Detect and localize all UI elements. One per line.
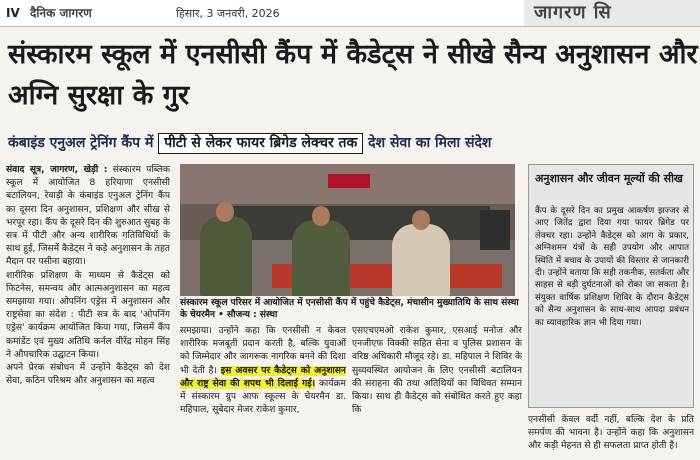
photo-screen (480, 210, 510, 250)
page-marker: IV (6, 6, 20, 20)
brand-logo: जागरण सि (524, 0, 700, 26)
subhead-before: कंबाइंड एनुअल ट्रेनिंग कैंप में (8, 135, 154, 151)
photo-chairman (392, 224, 450, 296)
masthead-left (6, 4, 92, 21)
article-column-1 (6, 164, 170, 458)
subhead-boxed: पीटी से लेकर फायर ब्रिगेड लेक्चर तक (158, 133, 363, 154)
subheadline (8, 132, 696, 154)
paragraph-3: अपने प्रेरक संबोधन में उन्होंने कैडेट्स को देश सेवा, कठिन परिश्रम और अनुशासन का महत्व (6, 363, 170, 387)
sidebar-box (528, 164, 694, 408)
page-header (0, 0, 700, 27)
sidebar-title: अनुशासन और जीवन मूल्यों की सीख (535, 172, 683, 185)
paragraph-1 (6, 164, 170, 270)
photo-officer-1 (200, 216, 252, 296)
subhead-after: देश सेवा का मिला संदेश (368, 135, 492, 151)
article-column-4: एनसीसी केवल वर्दी नहीं, बल्कि देश के प्रति समर्पण की भावना है। उन्होंने कहा कि अनुशासन और कड़ी मेहनत से ही सफलता प्राप्त होती है। (528, 415, 694, 452)
highlighted-text: इस अवसर पर कैडेट्स को अनुशासन और राष्ट्र सेवा की शपथ भी दिलाई गई। (180, 365, 346, 389)
photo-officer-2-head (312, 206, 330, 226)
paper-name: दैनिक जागरण (29, 6, 92, 20)
dateline: संवाद सूत्र, जागरण, खेड़ी : (6, 165, 108, 175)
headline: संस्कारम स्कूल में एनसीसी कैंप में कैडेट्स ने सीखे सैन्य अनुशासन और अग्नि सुरक्षा के गुर (8, 39, 698, 111)
col2-text-1: समझाया। उन्होंने कहा कि एनसीसी न केवल शारीरिक मजबूती प्रदान करती है, बल्कि युवाओं को जिम्मेदार और जागरूक नागरिक बनने की दिशा भी देती है। (180, 326, 346, 376)
paragraph-2: शारीरिक प्रशिक्षण के माध्यम से कैडेट्स को फिटनेस, समन्वय और आत्मअनुशासन का महत्व समझाया गया। ओपनिंग एड्रेस में अनुशासन और राष्ट्रसेवा का संदेश : पीटी सत्र के बाद 'ओपनिंग एड्रेस' कार्यक्रम आयोजित किया गया, जिसमें कैंप कमांडेंट एवं मुख्य अतिथि कर्नल वीरेंद्र मोहन सिंह ने औपचारिक उद्घाटन किया। (6, 270, 170, 360)
date-line: हिसार, 3 जनवरी, 2026 (176, 7, 280, 20)
sidebar-body: कैंप के दूसरे दिन का प्रमुख आकर्षण झज्जर से आए जितेंद्र द्वारा दिया गया फायर ब्रिगेड पर लेक्चर रहा। उन्होंने कैडेट्स को आग के प्रकार, अग्निशमन यंत्रों के सही उपयोग और आपात स्थिति में बचाव के उपायों की विस्तार से जानकारी दी। उन्होंने बताया कि सही तकनीक, सतर्कता और साहस से बड़ी दुर्घटनाओं को रोका जा सकता है। संयुक्त वार्षिक प्रशिक्षण शिविर के दौरान कैडेट्स को सैन्य अनुशासन के साथ-साथ आपदा प्रबंधन का व्यावहारिक ज्ञान भी दिया गया। (535, 206, 689, 328)
news-photo (180, 164, 515, 296)
photo-banner (328, 174, 370, 188)
photo-officer-1-head (216, 202, 234, 222)
col2-text-2: कार्यक्रम में संस्कारम ग्रुप आफ स्कूल्स के चेयरमैन डा. महिपाल, सूबेदार मेजर राकेश कुमार, (180, 378, 346, 416)
article-column-2 (180, 325, 346, 458)
photo-cadets-crowd (220, 206, 490, 240)
photo-chairman-head (412, 210, 430, 230)
photo-caption: संस्कारम स्कूल परिसर में आयोजित में एनसीसी कैंप में पहुंचे कैडेट्स, मंचासीन मुख्यातिथि के साथ संस्था के चेयरमैन • सौजन्य : संस्था (180, 298, 519, 320)
article-column-3: एसएचएमओ राकेश कुमार, एसआई मनोज और एनजीएफ विक्की सहित सेना व पुलिस प्रशासन के वरिष्ठ अधिकारी मौजूद रहे। डा. महिपाल ने शिविर के सुव्यवस्थित आयोजन के लिए एनसीसी बटालियन की सराहना की तथा अतिथियों का विधिवत सम्मान किया। साथ ही कैडेट्स को संबोधित करते हुए कहा कि (352, 326, 522, 416)
photo-officer-2 (292, 220, 350, 296)
paragraph-1-text: संस्कारम पब्लिक स्कूल में आयोजित 8 हरियाणा एनसीसी बटालियन, रेवाड़ी के कंबाइंड एनुअल ट्रेनिंग कैंप का दूसरा दिन अनुशासन, प्रशिक्षण और सीख से भरपूर रहा। कैंप के दूसरे दिन की शुरुआत सुबह के सत्र में पीटी और अन्य शारीरिक गतिविधियों के साथ हुई, जिसमें कैडेट्स ने कड़े अनुशासन के तहत मैदान पर पसीना बहाया। (6, 165, 170, 268)
